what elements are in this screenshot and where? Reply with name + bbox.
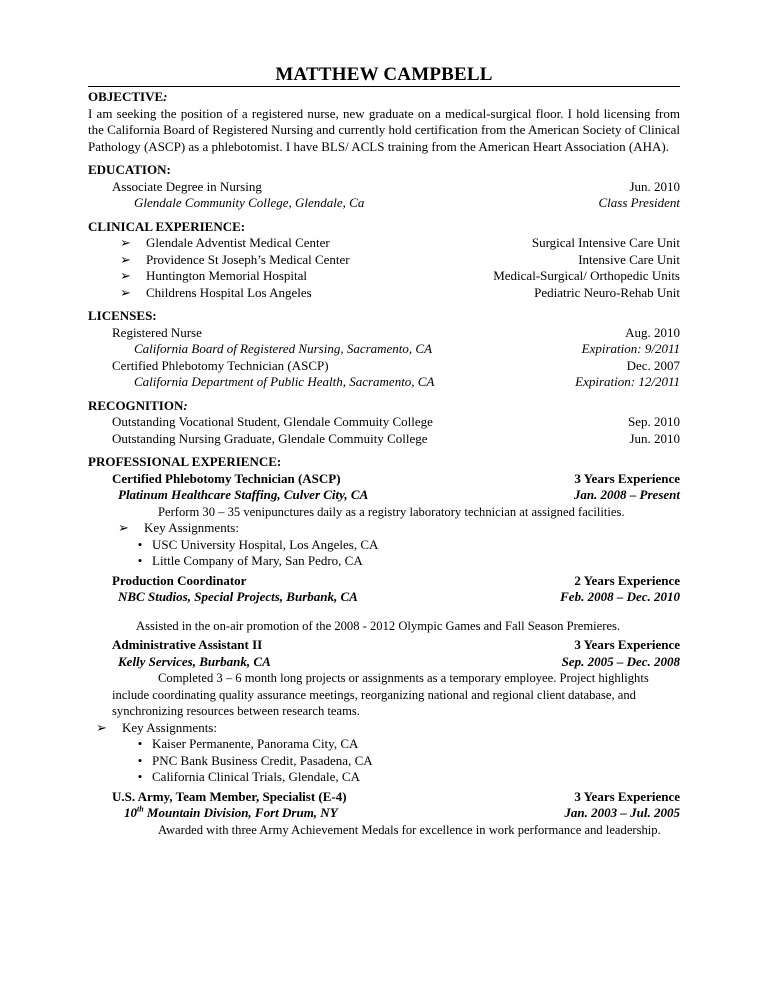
job-title-row: Production Coordinator 2 Years Experience (112, 572, 680, 588)
license-issuer-row: California Board of Registered Nursing, Sacramento, CA Expiration: 9/2011 (134, 341, 680, 356)
arrow-bullet-icon: ➢ (120, 284, 131, 300)
clinical-heading: CLINICAL EXPERIENCE: (88, 218, 246, 234)
job-title-row: U.S. Army, Team Member, Specialist (E-4) 3 Years Experience (112, 788, 680, 804)
arrow-bullet-icon: ➢ (96, 719, 107, 735)
school-honor: Class President (598, 195, 680, 210)
assignment-item: • USC University Hospital, Los Angeles, CA (88, 537, 680, 554)
license-row: Registered Nurse Aug. 2010 (112, 324, 680, 340)
assignment-item: • Little Company of Mary, San Pedro, CA (88, 553, 680, 570)
job-description-first-line: Completed 3 – 6 month long projects or assignments as a temporary employee. Project highlights (158, 671, 649, 685)
licenses-heading: LICENSES: (88, 308, 157, 323)
professional-heading: PROFESSIONAL EXPERIENCE: (88, 454, 282, 469)
arrow-bullet-icon: ➢ (118, 520, 129, 535)
job-company-row: NBC Studios, Special Projects, Burbank, CA Feb. 2008 – Dec. 2010 (118, 589, 680, 604)
assignment-item: • PNC Bank Business Credit, Pasadena, CA (88, 753, 680, 770)
clinical-item: ➢ Huntington Memorial Hospital Medical-Surgical/ Orthopedic Units (120, 268, 680, 283)
job-description-rest: include coordinating quality assurance meetings, reorganizing national and regional client database, and synchronizing resources between research teams. (112, 687, 636, 718)
arrow-bullet-icon: ➢ (120, 251, 131, 267)
recognition-heading: RECOGNITION: (88, 397, 188, 413)
assignment-item: • Kaiser Permanente, Panorama City, CA (88, 736, 680, 753)
job-description: Awarded with three Army Achievement Medals for excellence in work performance and leadership. (158, 822, 661, 837)
resume-body (88, 64, 680, 838)
candidate-name: MATTHEW CAMPBELL (88, 64, 680, 87)
key-assignments-label: ➢ Key Assignments: (118, 520, 239, 535)
education-degree-row (88, 179, 680, 196)
key-assignments-label: ➢ Key Assignments: (96, 719, 217, 735)
bullet-dot-icon: • (137, 536, 143, 552)
job-company-row: Platinum Healthcare Staffing, Culver City, CA Jan. 2008 – Present (118, 487, 680, 502)
education-school-row (88, 195, 680, 212)
job-description: Assisted in the on-air promotion of the 2008 - 2012 Olympic Games and Fall Season Premieres. (136, 618, 621, 633)
bullet-dot-icon: • (137, 553, 143, 568)
education-heading: EDUCATION: (88, 162, 171, 177)
school: Glendale Community College, Glendale, Ca (134, 195, 365, 210)
license-issuer-row: California Department of Public Health, Sacramento, CA Expiration: 12/2011 (134, 374, 680, 389)
clinical-item: ➢ Childrens Hospital Los Angeles Pediatric Neuro-Rehab Unit (120, 284, 680, 300)
degree-date: Jun. 2010 (629, 178, 680, 194)
bullet-dot-icon: • (137, 752, 143, 768)
arrow-bullet-icon: ➢ (120, 235, 131, 250)
license-row: Certified Phlebotomy Technician (ASCP) Dec. 2007 (112, 357, 680, 373)
degree: Associate Degree in Nursing (112, 178, 262, 194)
job-description: Perform 30 – 35 venipunctures daily as a registry laboratory technician at assigned facilities. (158, 504, 625, 519)
arrow-bullet-icon: ➢ (120, 268, 131, 283)
clinical-item: ➢ Providence St Joseph’s Medical Center Intensive Care Unit (120, 251, 680, 267)
clinical-item: ➢ Glendale Adventist Medical Center Surgical Intensive Care Unit (120, 235, 680, 250)
assignment-item: • California Clinical Trials, Glendale, CA (88, 769, 680, 786)
job-company-row: 10th Mountain Division, Fort Drum, NY Jan. 2003 – Jul. 2005 (124, 804, 680, 820)
recognition-row: Outstanding Nursing Graduate, Glendale Commuity College Jun. 2010 (112, 430, 680, 446)
bullet-dot-icon: • (137, 736, 143, 751)
objective-heading: OBJECTIVE: (88, 89, 168, 104)
objective-text: I am seeking the position of a registered nurse, new graduate on a medical-surgical floor. I hold licensing from the California Board of Registered Nursing and currently hold certification from the American Society of Clinical Pathology (ASCP) as a phlebotomist. I have BLS/ ACLS training from the American Heart Association (AHA). (88, 105, 680, 154)
recognition-row: Outstanding Vocational Student, Glendale Commuity College Sep. 2010 (112, 414, 680, 429)
job-company-row: Kelly Services, Burbank, CA Sep. 2005 – Dec. 2008 (118, 653, 680, 669)
bullet-dot-icon: • (137, 769, 143, 784)
job-title-row: Administrative Assistant II 3 Years Experience (112, 637, 680, 652)
job-title-row: Certified Phlebotomy Technician (ASCP) 3 Years Experience (112, 470, 680, 486)
